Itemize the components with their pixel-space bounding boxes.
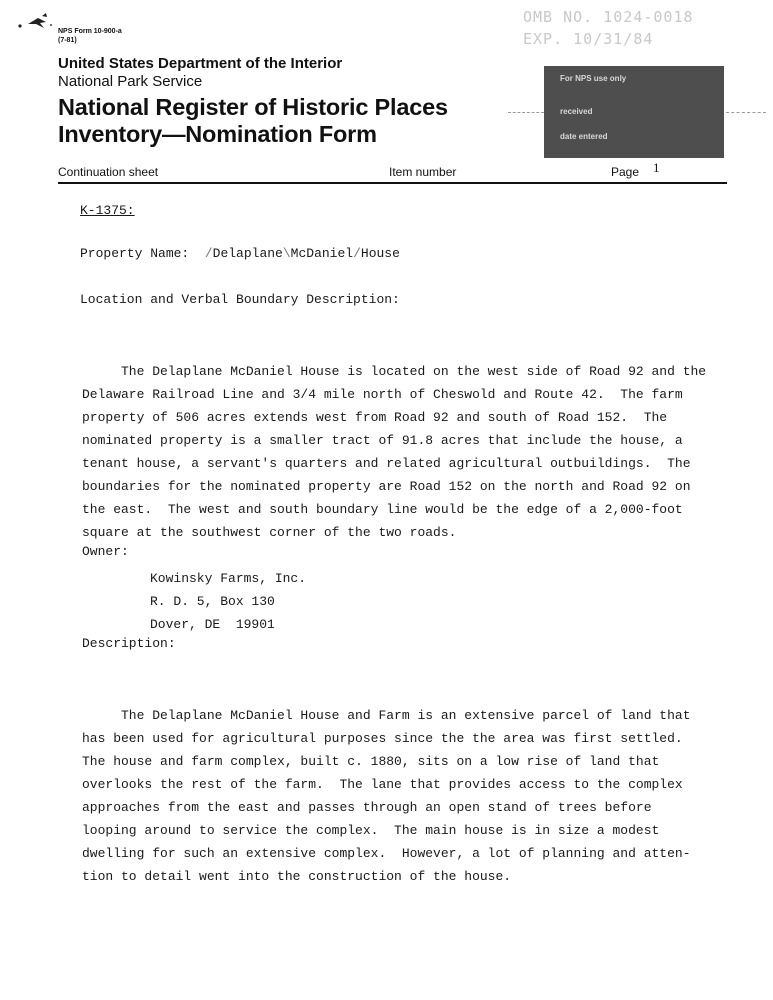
owner-label: Owner: [82,544,129,559]
property-name-part-3: House [360,246,400,261]
stamp-line-1: OMB NO. 1024-0018 [523,8,694,26]
location-line: boundaries for the nominated property are Road 152 on the north and Road 92 on [82,479,691,494]
nps-box-line-3: date entered [560,132,608,141]
nps-use-only-box [544,66,724,158]
description-line: The house and farm complex, built c. 1880, sits on a low rise of land that [82,754,660,769]
description-line: dwelling for such an extensive complex. However, a lot of planning and atten- [82,846,691,861]
description-line: looping around to service the complex. The main house is in size a modest [82,823,660,838]
description-paragraph [82,681,691,911]
nps-box-line-1: For NPS use only [560,74,627,83]
description-line: has been used for agricultural purposes since the the area was first settled. [82,731,683,746]
property-name-part-1: Delaplane [212,246,283,261]
header-rule [58,182,727,184]
description-line: The Delaplane McDaniel House and Farm is an extensive parcel of land that [82,708,691,723]
form-title-line1: National Register of Historic Places [58,94,448,120]
dashed-rule-left [508,112,544,113]
owner-line: R. D. 5, Box 130 [150,594,275,609]
location-line: The Delaplane McDaniel House is located on the west side of Road 92 and the [82,364,707,379]
location-line: property of 506 acres extends west from Road 92 and south of Road 152. The [82,410,668,425]
location-line: nominated property is a smaller tract of 91.8 acres that include the house, a [82,433,683,448]
location-heading: Location and Verbal Boundary Description: [80,292,400,307]
location-line: tenant house, a servant's quarters and related agricultural outbuildings. The [82,456,691,471]
property-name-line: Property Name: /Delaplane\McDaniel/House [80,246,400,261]
page-label: Page [611,165,640,179]
description-line: tion to detail went into the construction of the house. [82,869,512,884]
site-id: K-1375: [80,203,135,218]
omb-stamp [523,6,694,50]
description-line: approaches from the east and passes through an open stand of trees before [82,800,652,815]
owner-line: Dover, DE 19901 [150,617,275,632]
location-line: Delaware Railroad Line and 3/4 mile north of Cheswold and Route 42. The farm [82,387,683,402]
location-line: square at the southwest corner of the two roads. [82,525,457,540]
form-title-line2: Inventory—Nomination Form [58,121,377,147]
item-number-label: Item number [389,165,457,179]
owner-line: Kowinsky Farms, Inc. [150,571,307,586]
location-paragraph [82,337,706,567]
property-name-part-2: McDaniel [290,246,354,261]
description-heading: Description: [82,636,176,651]
eagle-emblem-icon [16,10,56,32]
location-line: the east. The west and south boundary line would be the edge of a 2,000-foot [82,502,683,517]
property-label: Property Name: [80,246,190,261]
department-name: United States Department of the Interior [58,55,343,72]
nps-box-line-2: received [560,107,593,116]
description-line: overlooks the rest of the farm. The lane that provides access to the complex [82,777,683,792]
stamp-line-2: EXP. 10/31/84 [523,30,654,48]
continuation-sheet-label: Continuation sheet [58,165,159,179]
agency-name: National Park Service [58,73,203,90]
form-date: (7-81) [58,37,77,44]
form-number: NPS Form 10-900-a [58,28,122,35]
dashed-rule-right [726,112,766,113]
page-number: 1 [653,160,660,175]
